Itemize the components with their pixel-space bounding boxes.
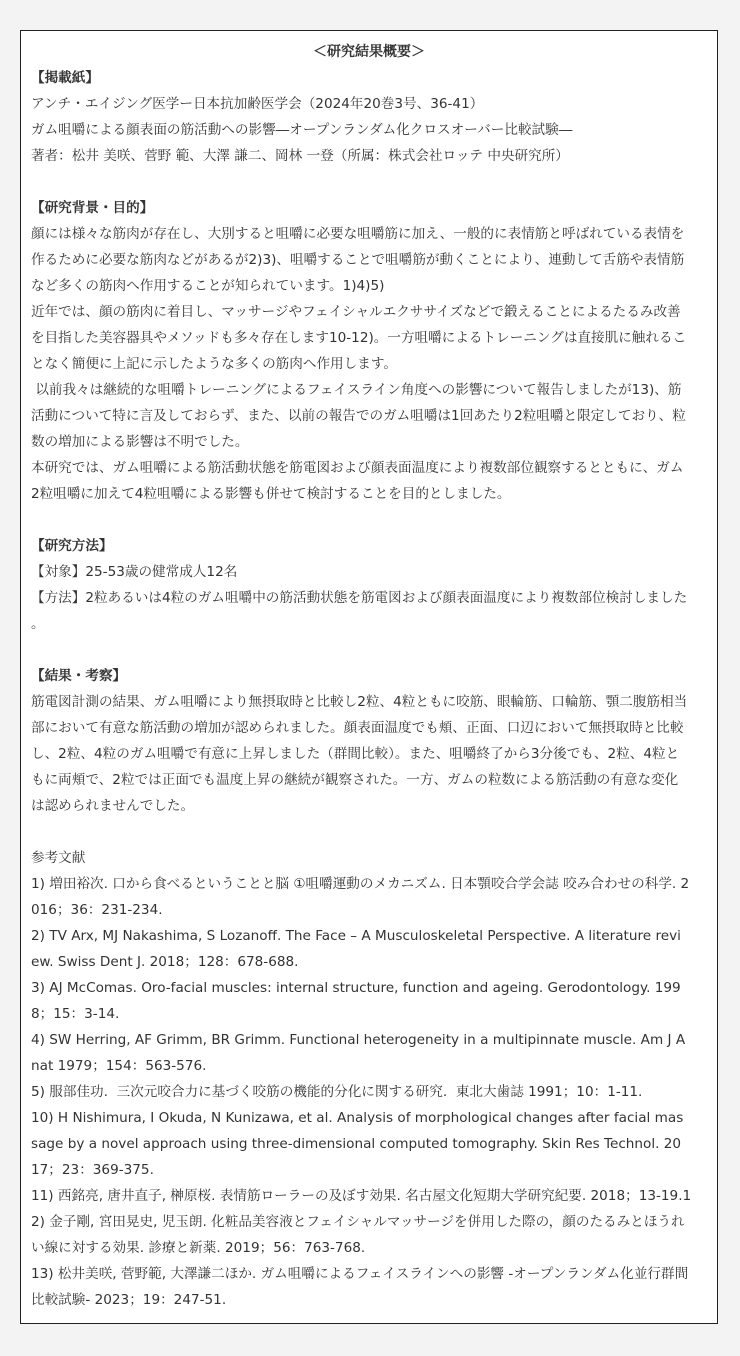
background-line: 2粒咀嚼に加えて4粒咀嚼による影響も併せて検討することを目的としました。 bbox=[31, 486, 511, 502]
background-line: 近年では、顔の筋肉に着目し、マッサージやフェイシャルエクササイズなどで鍛えることによるたるみ改善 bbox=[31, 304, 681, 320]
document-title: ＜研究結果概要＞ bbox=[313, 44, 425, 60]
reference-line: 17；23：369-375. bbox=[31, 1162, 154, 1178]
reference-line: 5) 服部佳功. 三次元咬合力に基づく咬筋の機能的分化に関する研究. 東北大歯誌 1991；10：1-11. bbox=[31, 1084, 643, 1100]
spacer bbox=[31, 507, 707, 533]
reference-line: 1) 増田裕次. 口から食べるということと脳 ①咀嚼運動のメカニズム. 日本顎咬合学会誌 咬み合わせの科学. 2 bbox=[31, 876, 690, 892]
spacer bbox=[31, 637, 707, 663]
background-line: 本研究では、ガム咀嚼による筋活動状態を筋電図および顔表面温度により複数部位観察するとともに、ガム bbox=[31, 460, 684, 476]
reference-line: nat 1979；154：563-576. bbox=[31, 1058, 207, 1074]
reference-line: 比較試験- 2023；19：247-51. bbox=[31, 1292, 227, 1308]
reference-line: 13) 松井美咲, 菅野範, 大澤謙二ほか. ガム咀嚼によるフェイスラインへの影響 -オープンランダム化並行群間 bbox=[31, 1266, 689, 1282]
reference-line: い線に対する効果. 診療と新薬. 2019；56：763-768. bbox=[31, 1240, 366, 1256]
background-line: など多くの筋肉へ作用することが知られています。1)4)5) bbox=[31, 278, 385, 294]
methods-line: 。 bbox=[31, 616, 45, 632]
background-line: 活動について特に言及しておらず、また、以前の報告でのガム咀嚼は1回あたり2粒咀嚼と限定しており、粒 bbox=[31, 408, 686, 424]
background-line: を目指した美容器具やメソッドも多々存在します10-12)。一方咀嚼によるトレーニングは直接肌に触れるこ bbox=[31, 330, 687, 346]
methods-line: 【対象】25-53歳の健常成人12名 bbox=[31, 564, 238, 580]
results-line: 部において有意な筋活動の増加が認められました。顔表面温度でも頬、正面、口辺において無摂取時と比較 bbox=[31, 720, 684, 736]
journal-line: ガム咀嚼による顔表面の筋活動への影響―オープンランダム化クロスオーバー比較試験― bbox=[31, 122, 573, 138]
spacer bbox=[31, 819, 707, 845]
reference-line: sage by a novel approach using three-dimensional computed tomography. Skin Res Technol. 20 bbox=[31, 1136, 682, 1152]
results-line: し、2粒、4粒のガム咀嚼で有意に上昇しました（群間比較）。また、咀嚼終了から3分後でも、2粒、4粒と bbox=[31, 746, 680, 762]
reference-line: 016；36：231-234. bbox=[31, 902, 163, 918]
methods-heading: 【研究方法】 bbox=[31, 538, 113, 554]
results-heading: 【結果・考察】 bbox=[31, 668, 127, 684]
journal-line: 著者：松井 美咲、菅野 範、大澤 謙二、岡林 一登（所属：株式会社ロッテ 中央研究所） bbox=[31, 148, 569, 164]
background-line: となく簡便に上記に示したような多くの筋肉へ作用します。 bbox=[31, 356, 397, 372]
results-line: もに両頬で、2粒では正面でも温度上昇の継続が観察された。一方、ガムの粒数による筋活動の有意な変化 bbox=[31, 772, 679, 788]
results-line: は認められませんでした。 bbox=[31, 798, 195, 814]
methods-line: 【方法】2粒あるいは4粒のガム咀嚼中の筋活動状態を筋電図および顔表面温度により複数部位検討しました bbox=[31, 590, 688, 606]
reference-line: 8；15：3-14. bbox=[31, 1006, 120, 1022]
reference-line: ew. Swiss Dent J. 2018；128：678-688. bbox=[31, 954, 299, 970]
background-heading: 【研究背景・目的】 bbox=[31, 200, 154, 216]
journal-heading: 【掲載紙】 bbox=[31, 70, 99, 86]
background-line: 顔には様々な筋肉が存在し、大別すると咀嚼に必要な咀嚼筋に加え、一般的に表情筋と呼ばれている表情を bbox=[31, 226, 685, 242]
reference-line: 2) TV Arx, MJ Nakashima, S Lozanoff. The Face – A Musculoskeletal Perspective. A literature revi bbox=[31, 928, 681, 944]
spacer bbox=[31, 169, 707, 195]
research-summary-document bbox=[20, 30, 718, 1324]
reference-line: 11) 西銘亮, 唐井直子, 榊原桜. 表情筋ローラーの及ぼす効果. 名古屋文化短期大学研究紀要. 2018；13-19.1 bbox=[31, 1188, 692, 1204]
background-line: 以前我々は継続的な咀嚼トレーニングによるフェイスライン角度への影響について報告しましたが13)、筋 bbox=[31, 382, 682, 398]
reference-line: 3) AJ McComas. Oro-facial muscles: internal structure, function and ageing. Gerodontology. 199 bbox=[31, 980, 681, 996]
references-heading: 参考文献 bbox=[31, 850, 86, 866]
results-line: 筋電図計測の結果、ガム咀嚼により無摂取時と比較し2粒、4粒ともに咬筋、眼輪筋、口輪筋、顎二腹筋相当 bbox=[31, 694, 688, 710]
journal-line: アンチ・エイジング医学ー日本抗加齢医学会（2024年20巻3号、36-41） bbox=[31, 96, 484, 112]
reference-line: 2) 金子剛, 宮田晃史, 児玉朗. 化粧品美容液とフェイシャルマッサージを併用した際の，顔のたるみとほうれ bbox=[31, 1214, 685, 1230]
background-line: 数の増加による影響は不明でした。 bbox=[31, 434, 249, 450]
reference-line: 10) H Nishimura, I Okuda, N Kunizawa, et al. Analysis of morphological changes after facial mas bbox=[31, 1110, 684, 1126]
background-line: 作るために必要な筋肉などがあるが2)3)、咀嚼することで咀嚼筋が動くことにより、連動して舌筋や表情筋 bbox=[31, 252, 685, 268]
reference-line: 4) SW Herring, AF Grimm, BR Grimm. Functional heterogeneity in a multipinnate muscle. Am J A bbox=[31, 1032, 686, 1048]
